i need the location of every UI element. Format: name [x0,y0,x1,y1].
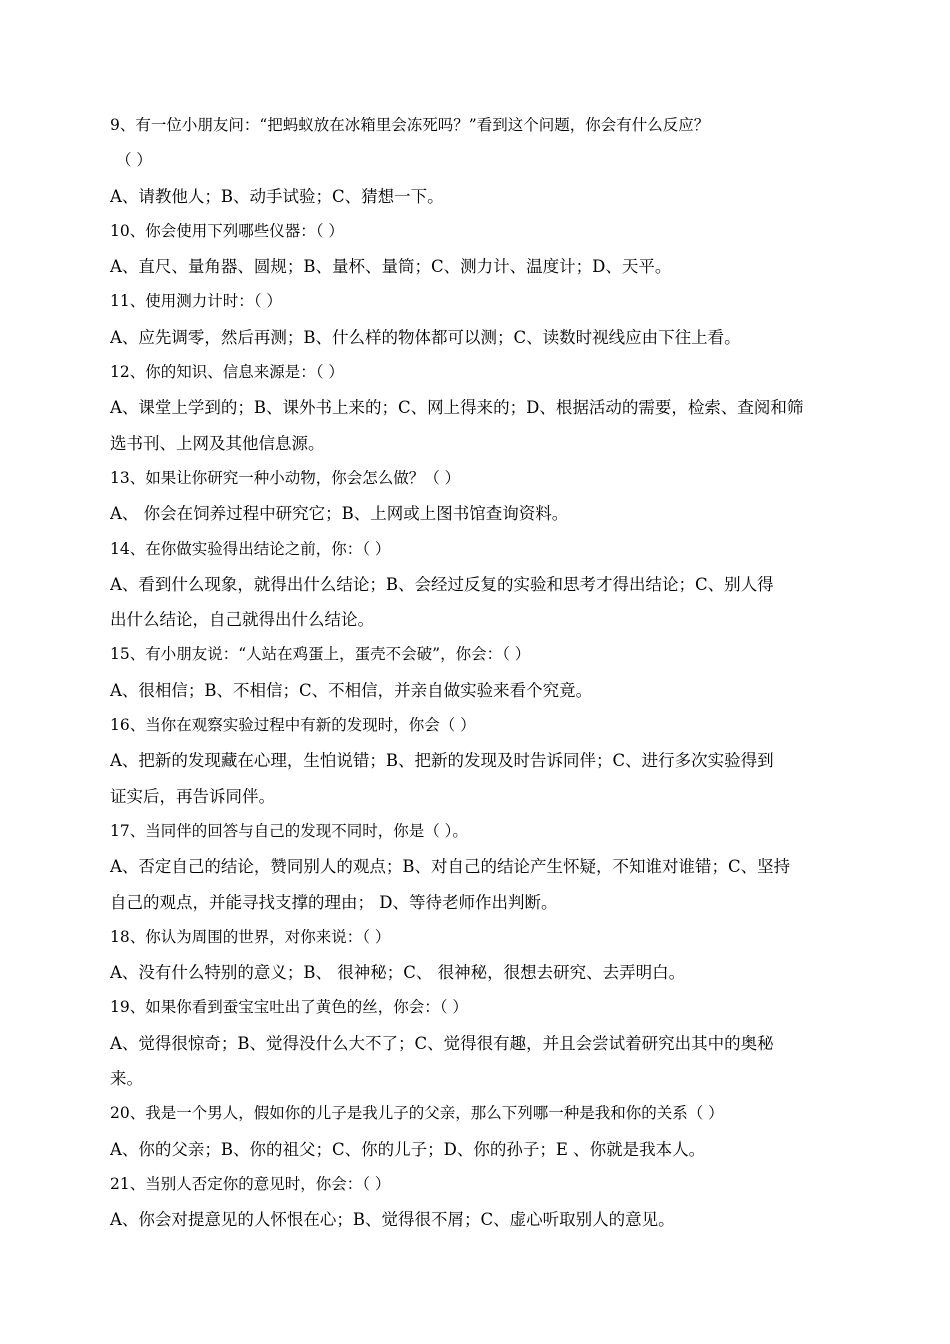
options-line: A、很相信；B、不相信；C、不相信，并亲自做实验来看个究竟。 [110,680,593,700]
options-line: 证实后，再告诉同伴。 [110,786,275,806]
options-line: A、否定自己的结论，赞同别人的观点；B、对自己的结论产生怀疑，不知谁对谁错；C、坚持 [110,857,791,877]
answer-blank-line: （ ） [116,151,152,170]
options-line: A、应先调零，然后再测；B、什么样的物体都可以测；C、读数时视线应由下往上看。 [110,327,741,347]
question-line: 21、当别人否定你的意见时，你会：（ ） [110,1174,391,1193]
options-line: A、觉得很惊奇；B、觉得没什么大不了；C、觉得很有趣，并且会尝试着研究出其中的奥秘 [110,1033,774,1053]
options-line: A、没有什么特别的意义；B、 很神秘；C、 很神秘，很想去研究、去弄明白。 [110,963,686,983]
question-line: 18、你认为周围的世界，对你来说：（ ） [110,927,391,946]
question-line: 15、有小朋友说：“人站在鸡蛋上，蛋壳不会破”，你会：（ ） [110,645,531,664]
question-line: 11、使用测力计时：（ ） [110,292,282,311]
question-line: 19、如果你看到蚕宝宝吐出了黄色的丝，你会：（ ） [110,998,468,1017]
question-line: 13、如果让你研究一种小动物，你会怎么做？（ ） [110,468,461,487]
question-line: 12、你的知识、信息来源是：（ ） [110,363,344,382]
options-line: A、你的父亲；B、你的祖父；C、你的儿子；D、你的孙子；E 、你就是我本人。 [110,1139,706,1159]
options-line: 出什么结论，自己就得出什么结论。 [110,610,374,630]
options-line: 来。 [110,1069,143,1089]
question-line: 17、当同伴的回答与自己的发现不同时，你是（ ）。 [110,821,468,840]
options-line: A、请教他人；B、动手试验；C、猜想一下。 [110,186,444,206]
options-line: A、直尺、量角器、圆规；B、量杯、量筒；C、测力计、温度计；D、天平。 [110,257,672,277]
options-line: A、你会对提意见的人怀恨在心；B、觉得很不屑；C、虚心听取别人的意见。 [110,1210,675,1230]
options-line: A、看到什么现象，就得出什么结论；B、会经过反复的实验和思考才得出结论；C、别人得 [110,574,774,594]
question-line: 9、有一位小朋友问：“把蚂蚁放在冰箱里会冻死吗？”看到这个问题，你会有什么反应？ [110,116,710,134]
question-line: 10、你会使用下列哪些仪器：（ ） [110,221,344,240]
question-line: 16、当你在观察实验过程中有新的发现时，你会（ ） [110,716,476,735]
question-line: 20、我是一个男人，假如你的儿子是我儿子的父亲，那么下列哪一种是我和你的关系（ ） [110,1104,724,1123]
questionnaire-page [110,108,845,1238]
options-line: 选书刊、上网及其他信息源。 [110,433,325,453]
options-line: 自己的观点，并能寻找支撑的理由； D、等待老师作出判断。 [110,892,558,912]
question-line: 14、在你做实验得出结论之前，你：（ ） [110,539,391,558]
options-line: A、 你会在饲养过程中研究它；B、上网或上图书馆查询资料。 [110,504,569,524]
options-line: A、课堂上学到的；B、课外书上来的；C、网上得来的；D、根据活动的需要，检索、查阅和筛 [110,398,804,418]
options-line: A、把新的发现藏在心理，生怕说错；B、把新的发现及时告诉同伴；C、进行多次实验得到 [110,751,774,771]
